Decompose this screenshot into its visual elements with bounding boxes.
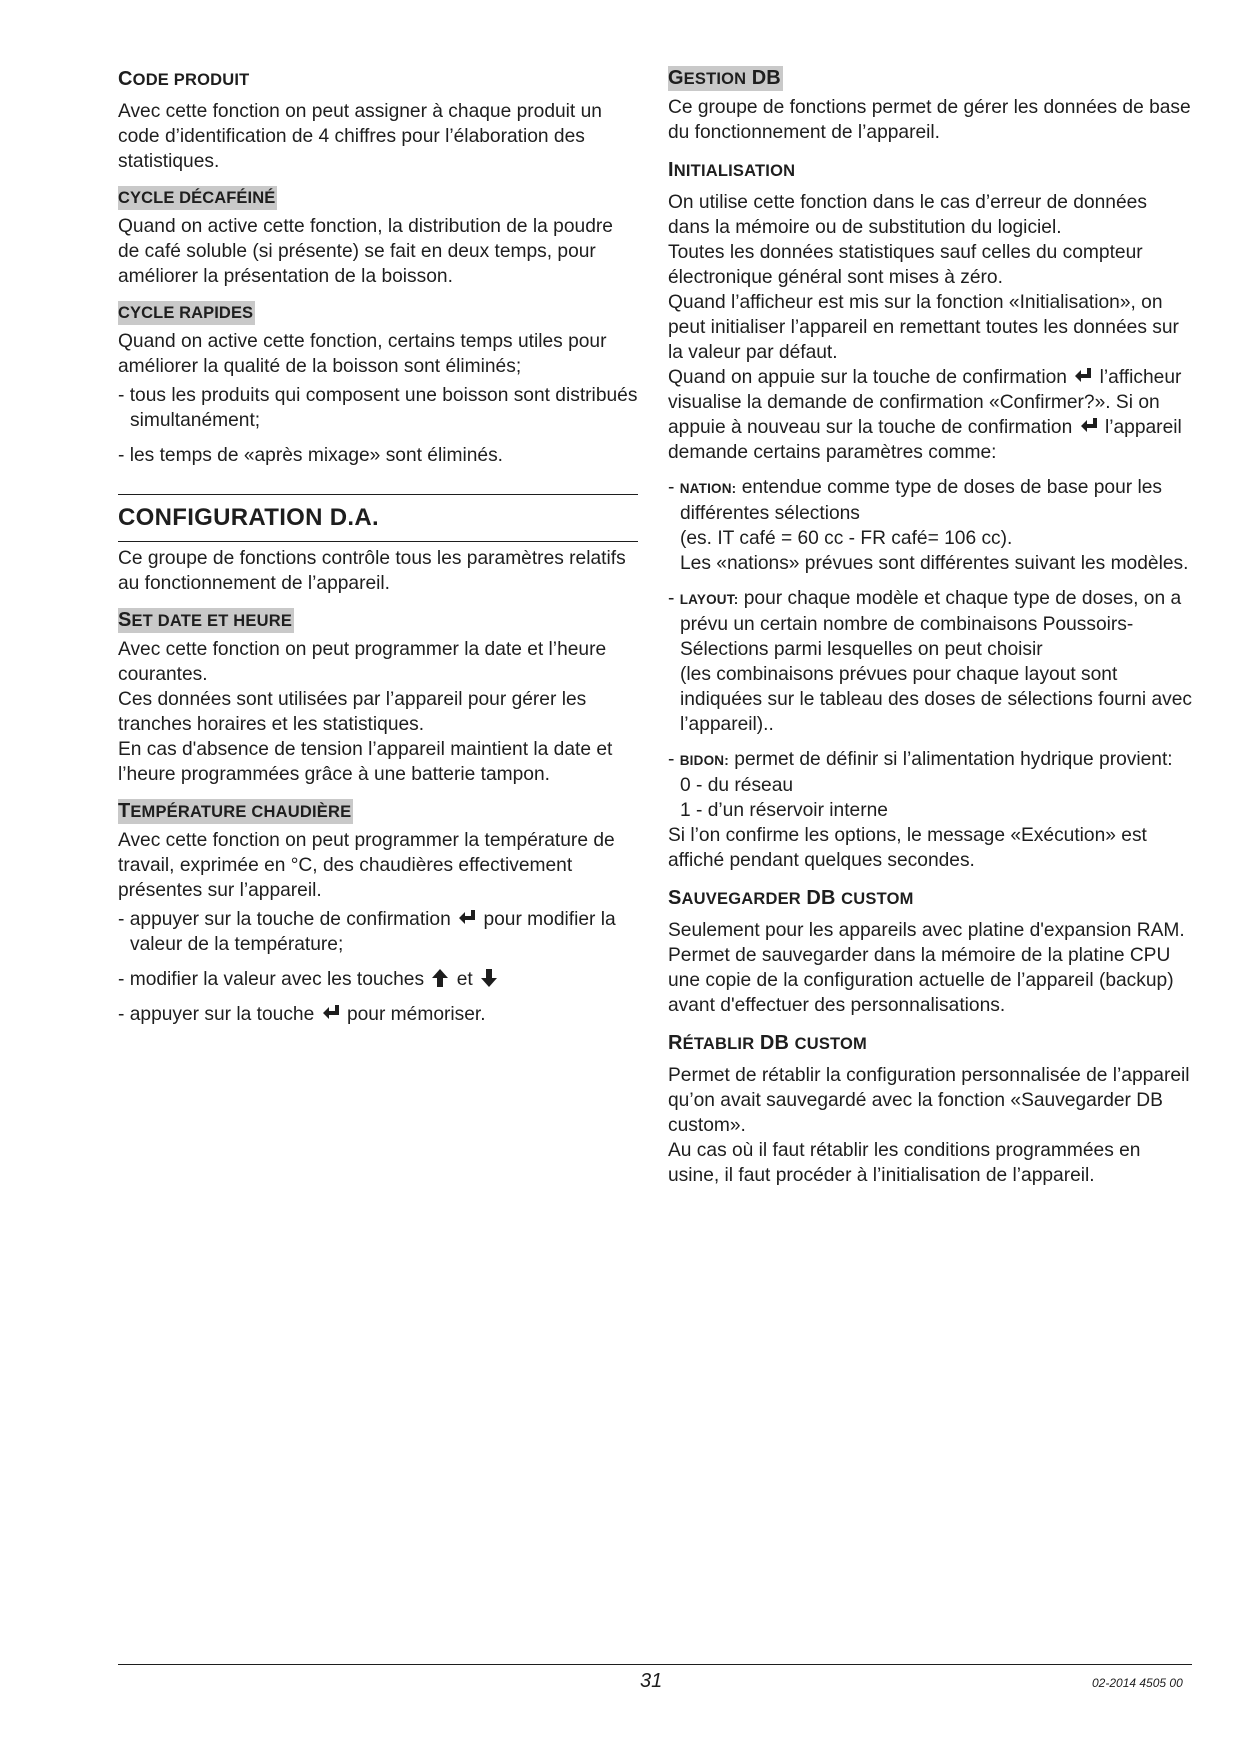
heading-configuration: CONFIGURATION D.A. [118, 504, 379, 531]
heading-set-date: SET DATE ET HEURE [118, 609, 293, 631]
bidon-option-1: 1 - d’un réservoir interne [680, 800, 888, 821]
cycle-decafeine-text: Quand on active cette fonction, la distribution de la poudre de café soluble (si présente) se fait en deux temps, pour améliorer la présentation de la boisson. [118, 216, 613, 287]
set-date-line-1: Avec cette fonction on peut programmer la date et l’heure courantes. [118, 639, 607, 685]
heading-code-produit: CODE PRODUIT [118, 68, 250, 90]
enter-key-icon [456, 907, 478, 929]
initialisation-line-2: Toutes les données statistiques sauf celles du compteur électronique général sont mises à zéro. [668, 242, 1143, 288]
retablir-line-2: Au cas où il faut rétablir les conditions programmées en usine, il faut procéder à l’initialisation de l’appareil. [668, 1140, 1141, 1186]
left-column [118, 66, 638, 1027]
temperature-bullet-3: - appuyer sur la touche pour mémoriser. [118, 1004, 486, 1025]
cycle-rapides-text: Quand on active cette fonction, certains temps utiles pour améliorer la qualité de la boisson sont éliminés; [118, 331, 607, 377]
nation-item: - NATION: entendue comme type de doses de base pour les différentes sélections [668, 477, 1162, 524]
heading-retablir: RÉTABLIR DB CUSTOM [668, 1032, 867, 1054]
layout-note: (les combinaisons prévues pour chaque layout sont indiquées sur le tableau des doses de sélections fourni avec l’appareil).. [680, 664, 1192, 735]
heading-sauvegarder: SAUVEGARDER DB CUSTOM [668, 887, 914, 909]
section-divider-top [118, 494, 638, 495]
set-date-line-3: En cas d'absence de tension l’appareil maintient la date et l’heure programmées grâce à une batterie tampon. [118, 739, 613, 785]
temperature-text: Avec cette fonction on peut programmer la température de travail, exprimée en °C, des chaudières effectivement présentes sur l’appareil. [118, 830, 615, 901]
configuration-text: Ce groupe de fonctions contrôle tous les paramètres relatifs au fonctionnement de l’appareil. [118, 548, 626, 594]
section-divider-bottom [118, 541, 638, 542]
temperature-bullet-1: - appuyer sur la touche de confirmation pour modifier la valeur de la température; [118, 909, 616, 955]
bidon-item: - BIDON: permet de définir si l’alimentation hydrique provient: [668, 749, 1173, 770]
bidon-option-0: 0 - du réseau [680, 775, 794, 796]
temperature-bullet-2: - modifier la valeur avec les touches et [118, 967, 638, 992]
heading-initialisation: INITIALISATION [668, 159, 796, 181]
initialisation-line-1: On utilise cette fonction dans le cas d’erreur de données dans la mémoire ou de substitution du logiciel. [668, 192, 1147, 238]
retablir-line-1: Permet de rétablir la configuration personnalisée de l’appareil qu’on avait sauvegardé avec la fonction «Sauvegarder DB custom». [668, 1065, 1190, 1136]
cycle-rapides-bullet-2: - les temps de «après mixage» sont éliminés. [118, 445, 503, 466]
sauvegarder-line-1: Seulement pour les appareils avec platine d'expansion RAM. [668, 920, 1185, 941]
heading-gestion-db: GESTION DB [668, 67, 781, 89]
page-number: 31 [640, 1670, 663, 1692]
enter-key-icon [320, 1002, 342, 1024]
sauvegarder-line-2: Permet de sauvegarder dans la mémoire de la platine CPU une copie de la configuration actuelle de l’appareil (backup) avant d'effectuer des personnalisations. [668, 945, 1174, 1016]
execution-text: Si l’on confirme les options, le message «Exécution» est affiché pendant quelques secondes. [668, 825, 1147, 871]
set-date-line-2: Ces données sont utilisées par l’appareil pour gérer les tranches horaires et les statistiques. [118, 689, 587, 735]
cycle-rapides-bullet-1: - tous les produits qui composent une boisson sont distribués simultanément; [118, 385, 638, 431]
footer-rule [118, 1664, 1192, 1665]
initialisation-confirm: Quand on appuie sur la touche de confirmation l’afficheur visualise la demande de confirmation «Confirmer?». Si on appuie à nouveau sur la touche de confirmation l’appareil demande certains paramètres comme: [668, 367, 1182, 463]
document-code: 02-2014 4505 00 [1092, 1676, 1183, 1690]
nation-note: Les «nations» prévues sont différentes suivant les modèles. [680, 553, 1189, 574]
arrow-down-icon [478, 967, 500, 989]
code-produit-text: Avec cette fonction on peut assigner à chaque produit un code d’identification de 4 chiffres pour l’élaboration des statistiques. [118, 101, 602, 172]
arrow-up-icon [429, 967, 451, 989]
nation-example: (es. IT café = 60 cc - FR café= 106 cc). [680, 528, 1013, 549]
gestion-db-text: Ce groupe de fonctions permet de gérer les données de base du fonctionnement de l’appareil. [668, 97, 1191, 143]
right-column [668, 66, 1193, 1188]
heading-temperature: TEMPÉRATURE CHAUDIÈRE [118, 800, 352, 822]
heading-cycle-decafeine: CYCLE DÉCAFÉINÉ [118, 186, 638, 210]
initialisation-line-3: Quand l’afficheur est mis sur la fonction «Initialisation», on peut initialiser l’appareil en remettant toutes les données sur la valeur par défaut. [668, 292, 1179, 363]
enter-key-icon [1072, 365, 1094, 387]
enter-key-icon [1078, 415, 1100, 437]
heading-cycle-rapides: CYCLE RAPIDES [118, 301, 638, 325]
layout-item: - LAYOUT: pour chaque modèle et chaque type de doses, on a prévu un certain nombre de combinaisons Poussoirs-Sélections parmi lesquelles on peut choisir [668, 588, 1182, 660]
